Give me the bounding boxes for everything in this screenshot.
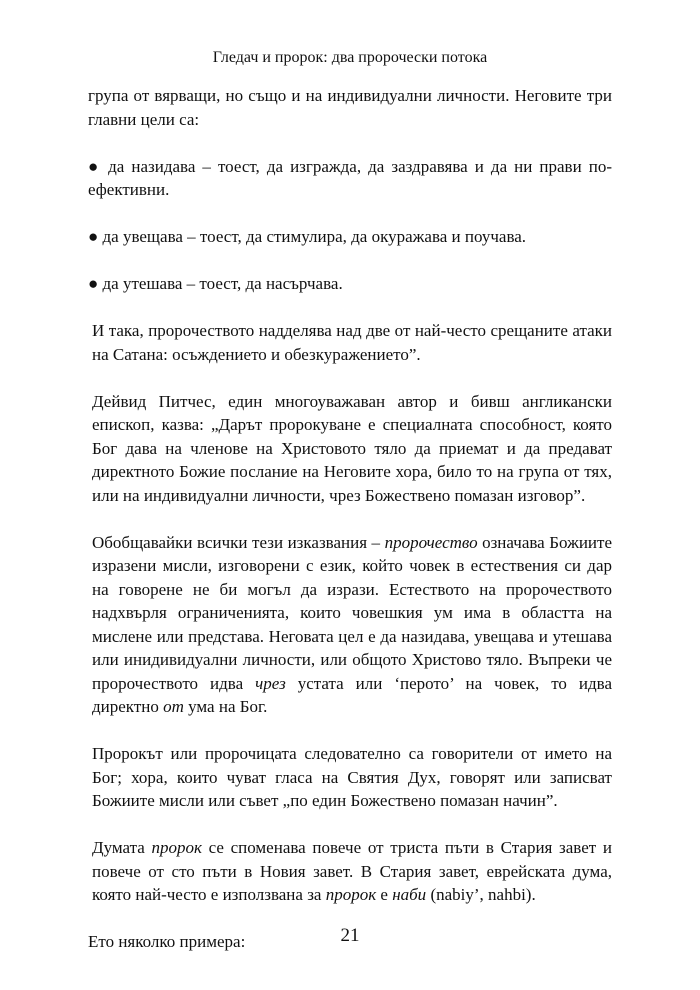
bullet-item-comfort: ● да утешава – тоест, да насърчава. [88, 274, 343, 293]
page-number: 21 [340, 925, 360, 946]
text-run: устата или ‘перото’ на човек, то идва директно [92, 673, 613, 716]
text-run: (nabiy’, nahbi). [426, 885, 536, 904]
bullet-item-exhort: ● да увещава – тоест, да стимулира, да окуражава и поучава. [88, 227, 527, 246]
body-text [88, 84, 612, 954]
paragraph-summary [88, 531, 612, 719]
text-run: е [376, 885, 393, 904]
italic-term: наби [392, 885, 427, 904]
italic-term: пророчество [384, 532, 478, 552]
text-run: означава Божиите изразени мисли, изговорени с език, който човек в естествения си дар на говорене не би могъл да изрази. Естеството на пророчеството надхвърля ограниченията, които човешкия ум има в областта на мислене или представа. Неговата цел е да назидава, увещава и утешава или инидивидуални личности, или общото Христово тяло. Въпреки че пророчеството идва [92, 532, 612, 693]
paragraph-examples-intro: Ето няколко примера: [88, 932, 246, 951]
paragraph-david-pytches: Дейвид Питчес, един многоуважаван автор и бивш англикански епископ, казва: „Дарът пророкуване е специалната способност, която Бог дава на членове на Христовото тяло да приемат и да предават директното Божие послание на Неговите хора, било то на група от тях, или на индивидуални личности, чрез Божествено помазан изговор”. [92, 391, 612, 505]
text-run: ума на Бог. [183, 697, 268, 716]
paragraph-continuation: група от вярващи, но също и на индивидуални личности. Неговите три главни цели са: [88, 86, 612, 129]
text-run: Обобщавайки всички тези изказвания – [92, 532, 385, 552]
paragraph-prophet-definition: Пророкът или пророчицата следователно са говорители от името на Бог; хора, които чуват гласа на Святия Дух, говорят или записват Божиите мисли или съвет „по един Божествено помазан начин”. [92, 744, 612, 810]
paragraph-word-prophet [88, 836, 612, 907]
italic-term: пророк [325, 885, 377, 904]
running-header: Гледач и пророк: два пророчески потока [212, 49, 488, 66]
italic-term: пророк [151, 838, 202, 857]
bullet-item-edify: ● да назидава – тоест, да изгражда, да заздравява и да ни прави по-ефективни. [88, 156, 612, 199]
italic-term: от [163, 697, 184, 716]
text-run: Думата [92, 838, 152, 857]
text-run: се споменава повече от триста пъти в Стария завет и повече от сто пъти в Новия завет. В Стария завет, еврейската дума, която най-често е използвана за [92, 838, 612, 904]
italic-term: чрез [255, 673, 286, 693]
paragraph-conclusion: И така, пророчеството надделява над две от най-често срещаните атаки на Сатана: осъждението и обезкуражението”. [92, 321, 612, 364]
